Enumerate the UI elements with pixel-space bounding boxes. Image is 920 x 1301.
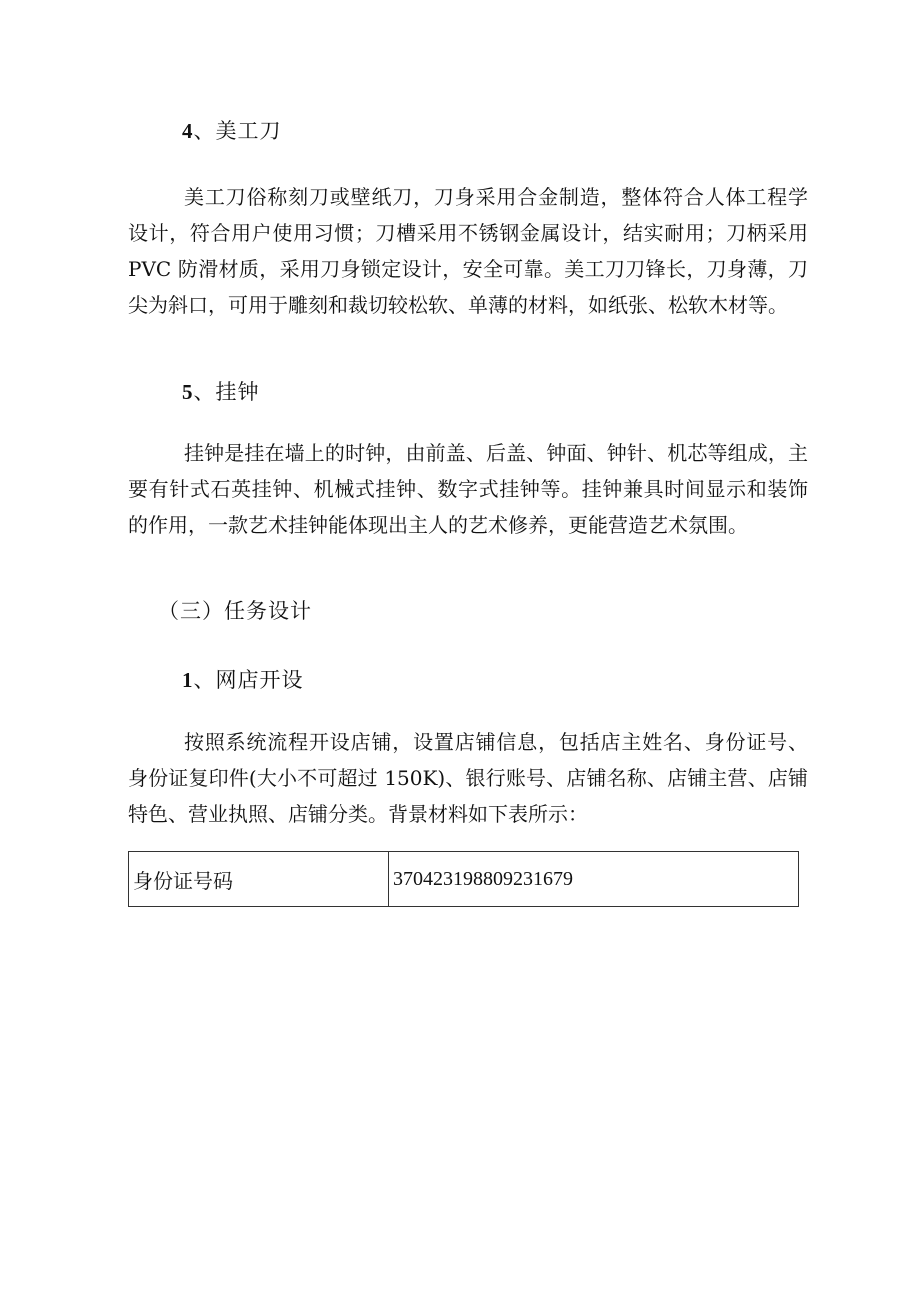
section-number: 5	[182, 380, 194, 404]
paragraph-line: 按照系统流程开设店铺，设置店铺信息，包括店主姓名、身份证号、	[184, 730, 808, 754]
part-title: （三）任务设计	[158, 599, 312, 623]
heading-separator: 、	[193, 668, 216, 692]
heading-separator: 、	[193, 119, 216, 143]
paragraph-line: 要有针式石英挂钟、机械式挂钟、数字式挂钟等。挂钟兼具时间显示和装饰	[128, 477, 808, 501]
section-number: 4	[182, 119, 194, 143]
section-5-paragraph	[128, 435, 808, 543]
paragraph-line: 特色、营业执照、店铺分类。背景材料如下表所示：	[128, 802, 588, 826]
part-three-heading	[158, 596, 312, 626]
paragraph-line: 身份证复印件(大小不可超过 150K)、银行账号、店铺名称、店铺主营、店铺	[128, 766, 808, 790]
paragraph-line: 设计，符合用户使用习惯；刀槽采用不锈钢金属设计，结实耐用；刀柄采用	[128, 221, 808, 245]
paragraph-line: PVC 防滑材质，采用刀身锁定设计，安全可靠。美工刀刀锋长，刀身薄，刀	[128, 257, 808, 281]
paragraph-line: 挂钟是挂在墙上的时钟，由前盖、后盖、钟面、钟针、机芯等组成，主	[184, 441, 808, 465]
table-cell-label: 身份证号码	[129, 852, 389, 907]
paragraph-line: 的作用，一款艺术挂钟能体现出主人的艺术修养，更能营造艺术氛围。	[128, 513, 748, 537]
section-heading-5	[182, 377, 260, 407]
table-cell-value: 370423198809231679	[389, 852, 799, 907]
section-4-paragraph	[128, 179, 808, 323]
task-heading-1	[182, 665, 304, 695]
background-info-table	[128, 851, 799, 907]
task-title: 网店开设	[215, 668, 304, 692]
section-title: 挂钟	[215, 380, 260, 404]
table-row	[129, 852, 799, 907]
section-heading-4	[182, 116, 282, 146]
task-1-paragraph	[128, 724, 808, 832]
paragraph-line: 美工刀俗称刻刀或壁纸刀，刀身采用合金制造，整体符合人体工程学	[184, 185, 808, 209]
heading-separator: 、	[193, 380, 216, 404]
section-title: 美工刀	[215, 119, 282, 143]
paragraph-line: 尖为斜口，可用于雕刻和裁切较松软、单薄的材料，如纸张、松软木材等。	[128, 293, 788, 317]
task-number: 1	[182, 668, 194, 692]
